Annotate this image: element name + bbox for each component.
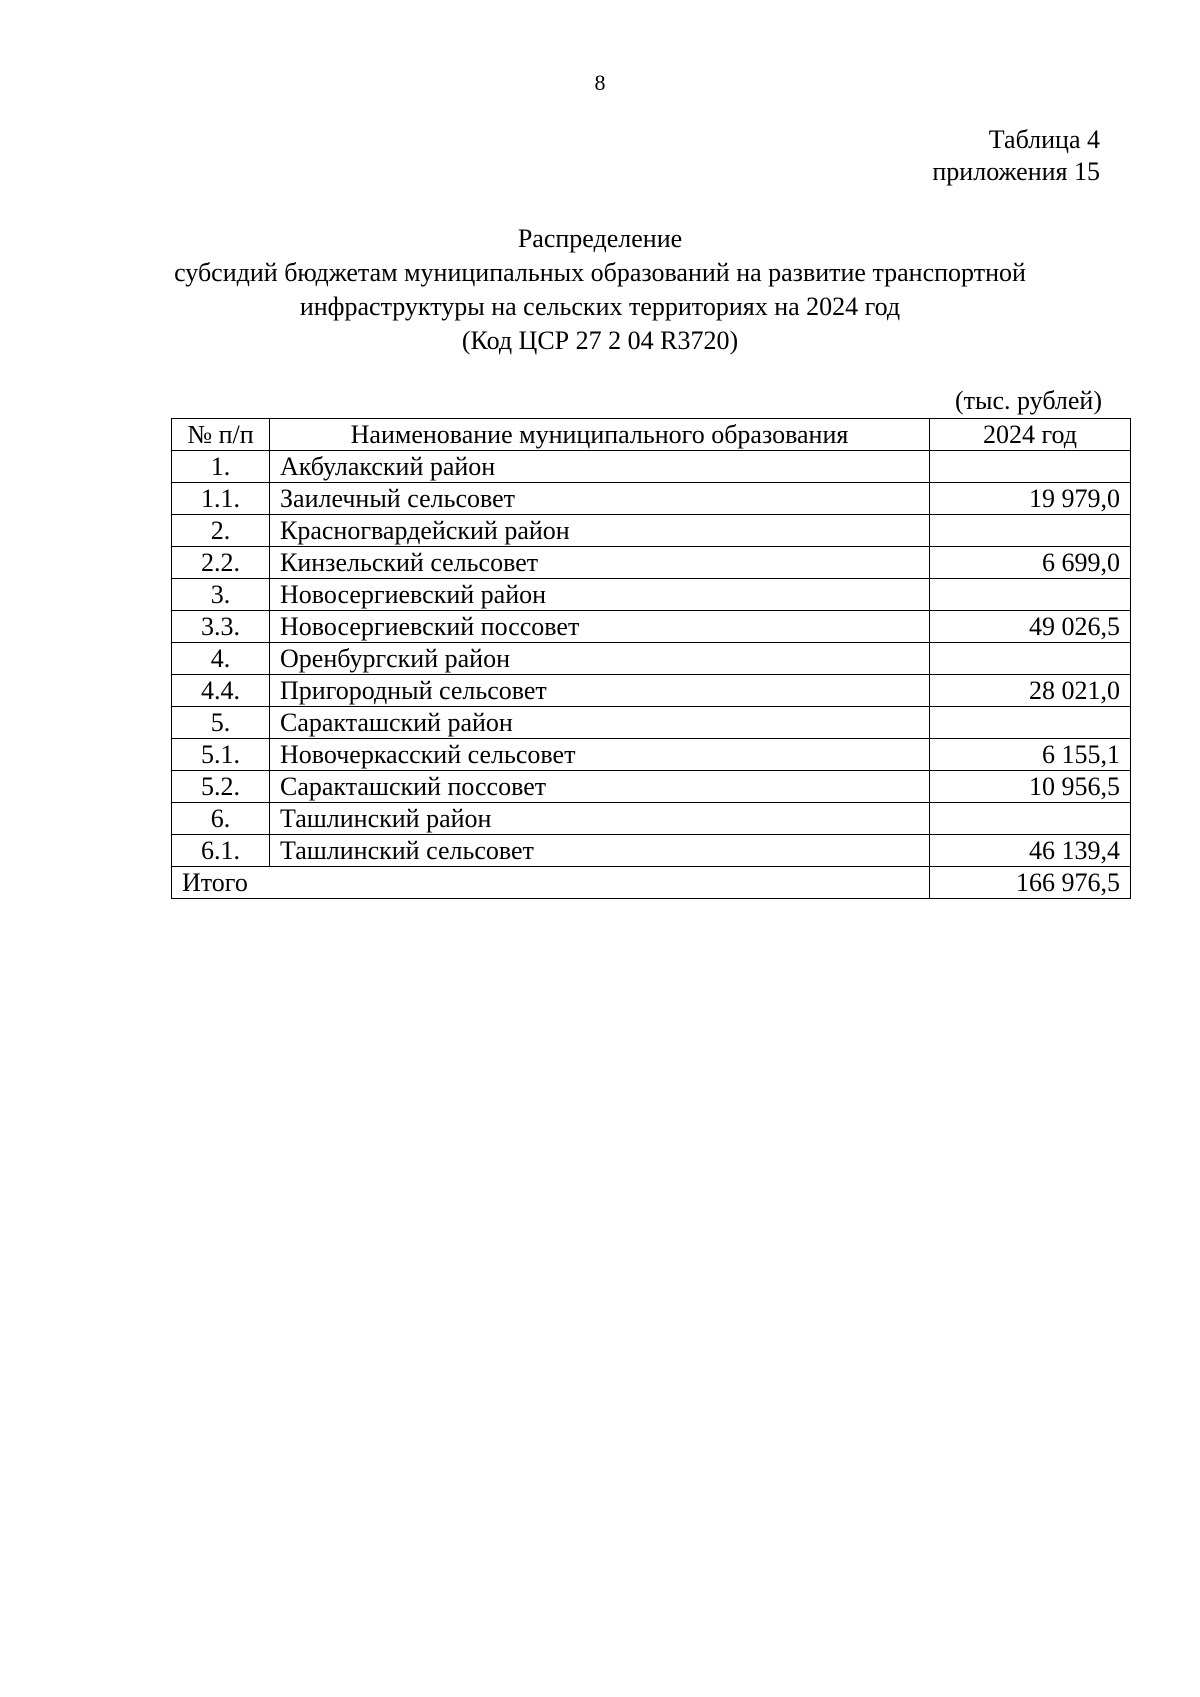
row-name: Оренбургский район xyxy=(270,643,930,675)
row-name: Новочеркасский сельсовет xyxy=(270,739,930,771)
row-number: 3.3. xyxy=(172,611,270,643)
row-number: 4.4. xyxy=(172,675,270,707)
row-number: 3. xyxy=(172,579,270,611)
table-reference xyxy=(932,124,1100,188)
row-value xyxy=(930,515,1131,547)
row-value xyxy=(930,707,1131,739)
row-name: Новосергиевский поссовет xyxy=(270,611,930,643)
row-number: 2.2. xyxy=(172,547,270,579)
row-name: Заилечный сельсовет xyxy=(270,483,930,515)
row-name: Акбулакский район xyxy=(270,451,930,483)
row-name: Ташлинский район xyxy=(270,803,930,835)
table-row xyxy=(172,611,1131,643)
title-line-2: субсидий бюджетам муниципальных образований на развитие транспортной xyxy=(174,258,1026,287)
row-value: 46 139,4 xyxy=(930,835,1131,867)
table-row xyxy=(172,707,1131,739)
title-line-4: (Код ЦСР 27 2 04 R3720) xyxy=(461,326,739,355)
row-value: 6 155,1 xyxy=(930,739,1131,771)
row-number: 6. xyxy=(172,803,270,835)
distribution-table xyxy=(171,418,1131,899)
column-header-number: № п/п xyxy=(172,419,270,451)
column-header-year: 2024 год xyxy=(930,419,1131,451)
table-row xyxy=(172,835,1131,867)
row-value: 19 979,0 xyxy=(930,483,1131,515)
row-number: 2. xyxy=(172,515,270,547)
row-name: Кинзельский сельсовет xyxy=(270,547,930,579)
row-number: 5. xyxy=(172,707,270,739)
row-name: Новосергиевский район xyxy=(270,579,930,611)
total-label: Итого xyxy=(172,867,930,899)
column-header-name: Наименование муниципального образования xyxy=(270,419,930,451)
row-name: Саракташский поссовет xyxy=(270,771,930,803)
row-value xyxy=(930,643,1131,675)
document-title xyxy=(0,222,1200,358)
row-name: Саракташский район xyxy=(270,707,930,739)
table-row xyxy=(172,579,1131,611)
appendix-label: приложения 15 xyxy=(932,157,1100,186)
table-row xyxy=(172,771,1131,803)
table-row xyxy=(172,515,1131,547)
row-name: Пригородный сельсовет xyxy=(270,675,930,707)
row-name: Ташлинский сельсовет xyxy=(270,835,930,867)
row-name: Красногвардейский район xyxy=(270,515,930,547)
row-number: 4. xyxy=(172,643,270,675)
title-line-1: Распределение xyxy=(517,224,683,253)
page-number: 8 xyxy=(594,70,606,95)
row-number: 5.2. xyxy=(172,771,270,803)
table-row xyxy=(172,483,1131,515)
row-value: 6 699,0 xyxy=(930,547,1131,579)
row-value: 28 021,0 xyxy=(930,675,1131,707)
row-value xyxy=(930,579,1131,611)
table-row xyxy=(172,643,1131,675)
table-row xyxy=(172,451,1131,483)
row-number: 1.1. xyxy=(172,483,270,515)
table-row xyxy=(172,803,1131,835)
row-number: 1. xyxy=(172,451,270,483)
table-row xyxy=(172,675,1131,707)
units-label: (тыс. рублей) xyxy=(954,386,1102,415)
table-row xyxy=(172,739,1131,771)
row-value xyxy=(930,803,1131,835)
row-value: 49 026,5 xyxy=(930,611,1131,643)
title-line-3: инфраструктуры на сельских территориях на 2024 год xyxy=(299,292,901,321)
table-row xyxy=(172,547,1131,579)
total-value: 166 976,5 xyxy=(930,867,1131,899)
table-label: Таблица 4 xyxy=(988,125,1100,154)
row-number: 5.1. xyxy=(172,739,270,771)
row-value xyxy=(930,451,1131,483)
table-header-row xyxy=(172,419,1131,451)
total-row xyxy=(172,867,1131,899)
row-value: 10 956,5 xyxy=(930,771,1131,803)
row-number: 6.1. xyxy=(172,835,270,867)
